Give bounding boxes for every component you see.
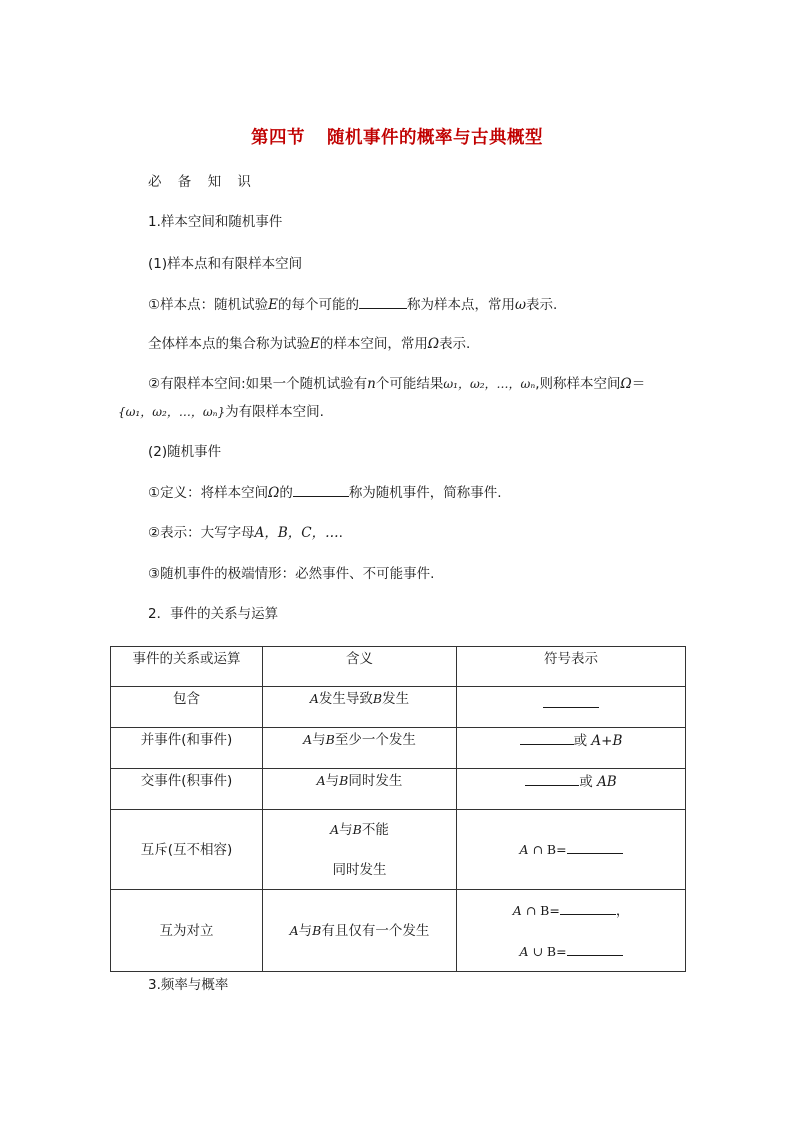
relation-symbol bbox=[457, 687, 686, 728]
table-row bbox=[111, 728, 686, 769]
page-title bbox=[0, 124, 794, 149]
paragraph-finite-space: ②有限样本空间:如果一个随机试验有n个可能结果ω₁，ω₂，…，ωₙ,则称样本空间Ω＝ bbox=[148, 376, 646, 392]
heading-2: 2．事件的关系与运算 bbox=[148, 606, 279, 622]
relation-symbol: 或 AB bbox=[457, 769, 686, 810]
paragraph-notation: ②表示：大写字母A，B，C，…. bbox=[148, 525, 343, 541]
relation-symbol: 或 A+B bbox=[457, 728, 686, 769]
relation-name: 互为对立 bbox=[111, 890, 263, 972]
table-header-row bbox=[111, 647, 686, 687]
relation-meaning: A与B至少一个发生 bbox=[263, 728, 457, 769]
relation-name: 交事件(积事件) bbox=[111, 769, 263, 810]
paragraph-sample-point: ①样本点：随机试验E的每个可能的 称为样本点，常用ω表示. bbox=[148, 294, 557, 315]
paragraph-finite-space-cont: {ω₁，ω₂，…，ωₙ}为有限样本空间. bbox=[118, 404, 324, 420]
section-heading: 必 备 知 识 bbox=[148, 174, 257, 190]
table-row bbox=[111, 687, 686, 728]
fill-blank bbox=[543, 693, 599, 708]
fill-blank bbox=[525, 771, 579, 786]
title-section-number: 第四节 bbox=[251, 128, 305, 148]
subheading-1: (1)样本点和有限样本空间 bbox=[148, 256, 303, 272]
relation-meaning: A与B不能 同时发生 bbox=[263, 810, 457, 890]
table-row bbox=[111, 890, 686, 972]
heading-3: 3.频率与概率 bbox=[148, 977, 229, 993]
relation-name: 并事件(和事件) bbox=[111, 728, 263, 769]
fill-blank bbox=[560, 900, 616, 915]
fill-blank bbox=[567, 941, 623, 956]
relation-symbol: A ∩ B= ， A ∪ B= bbox=[457, 890, 686, 972]
relation-symbol: A ∩ B= bbox=[457, 810, 686, 890]
paragraph-sample-space: 全体样本点的集合称为试验E的样本空间，常用Ω表示. bbox=[148, 336, 471, 352]
fill-blank bbox=[293, 482, 349, 497]
paragraph-definition: ①定义：将样本空间Ω的 称为随机事件，简称事件. bbox=[148, 482, 502, 503]
table-header: 事件的关系或运算 bbox=[111, 647, 263, 687]
heading-1: 1.样本空间和随机事件 bbox=[148, 214, 283, 230]
relation-meaning: A发生导致B发生 bbox=[263, 687, 457, 728]
fill-blank bbox=[520, 730, 574, 745]
subheading-2: (2)随机事件 bbox=[148, 444, 222, 460]
paragraph-extremes: ③随机事件的极端情形：必然事件、不可能事件. bbox=[148, 566, 435, 582]
relation-meaning: A与B有且仅有一个发生 bbox=[263, 890, 457, 972]
relations-table bbox=[110, 646, 686, 972]
title-topic: 随机事件的概率与古典概型 bbox=[327, 128, 543, 148]
relation-name: 包含 bbox=[111, 687, 263, 728]
table-header: 符号表示 bbox=[457, 647, 686, 687]
relation-meaning: A与B同时发生 bbox=[263, 769, 457, 810]
table-header: 含义 bbox=[263, 647, 457, 687]
relation-name: 互斥(互不相容) bbox=[111, 810, 263, 890]
table-row bbox=[111, 810, 686, 890]
fill-blank bbox=[359, 294, 407, 309]
table-row bbox=[111, 769, 686, 810]
fill-blank bbox=[567, 839, 623, 854]
